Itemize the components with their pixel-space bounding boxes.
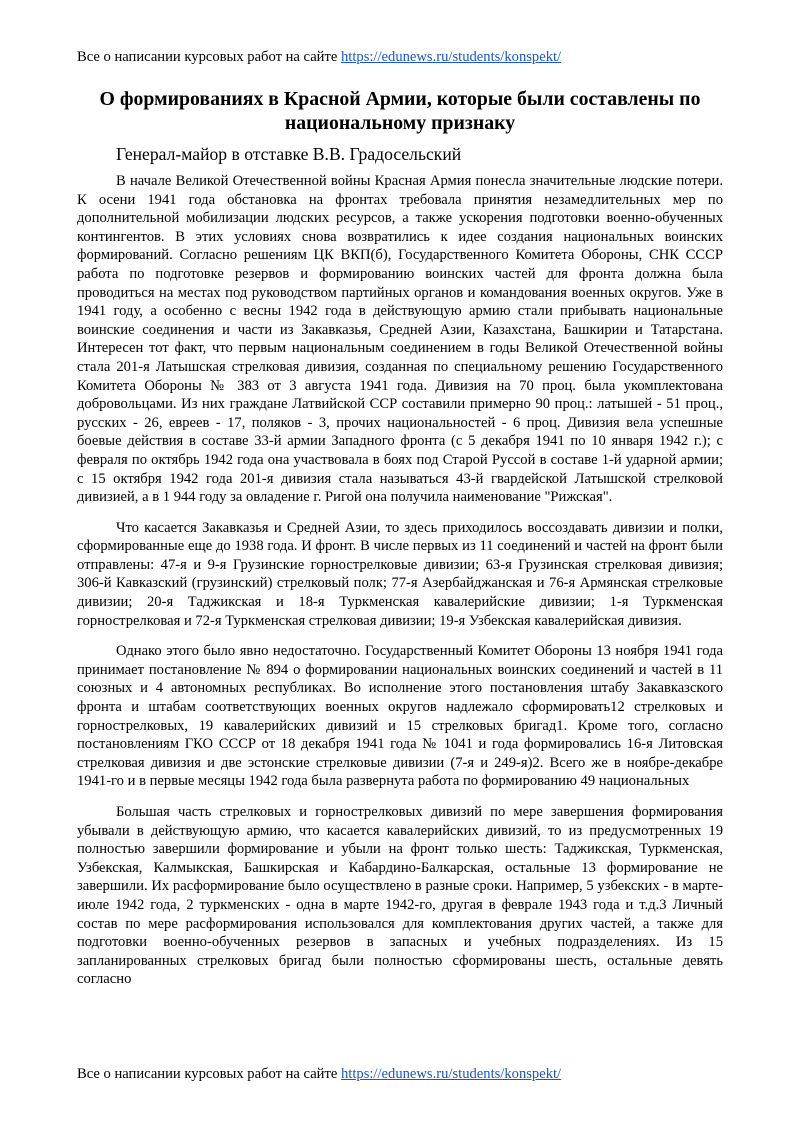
- document-title: О формированиях в Красной Армии, которые были составлены по национальному признаку: [99, 88, 701, 134]
- author-line: Генерал-майор в отставке В.В. Градосельский: [116, 144, 462, 164]
- page-header: [77, 48, 561, 66]
- paragraph: Большая часть стрелковых и горнострелковых дивизий по мере завершения формирования убывали в действующую армию, что касается кавалерийских дивизий, то из предусмотренных 19 полностью завершили формирование и убыли на фронт только шесть: Таджикская, Туркменская, Узбекская, Калмыкская, Башкирская и Кабардино-Балкарская, остальные 13 формирование не завершили. Их расформирование было осуществлено в разные сроки. Например, 5 узбекских - в марте-июле 1942 года, 2 туркменских - одна в марте 1942-го, другая в феврале 1943 года и т.д.3 Личный состав по мере расформирования использовался для комплектования других частей, а также для подготовки военно-обученных резервов в запасных и учебных подразделениях. Из 15 запланированных стрелковых бригад были полностью сформированы шесть, остальные девять согласно: [77, 804, 723, 988]
- paragraph: Однако этого было явно недостаточно. Государственный Комитет Обороны 13 ноября 1941 года принимает постановление № 894 о формировании национальных воинских соединений и частей в 11 союзных и 4 автономных республиках. Во исполнение этого постановления штабу Закавказского фронта и штабам соответствующих военных округов надлежало сформировать12 стрелковых и горнострелковых, 19 кавалерийских дивизий и 15 стрелковых бригад1. Кроме того, согласно постановлениям ГКО СССР от 18 декабря 1941 года № 1041 и года формировались 16-я Литовская стрелковая дивизия и две эстонские стрелковые дивизии (7-я и 249-я)2. Всего же в ноябре-декабре 1941-го и в первые месяцы 1942 года была развернута работа по формированию 49 национальных: [77, 643, 723, 790]
- paragraph: В начале Великой Отечественной войны Красная Армия понесла значительные людские потери. К осени 1941 года обстановка на фронтах требовала принятия незамедлительных мер по дополнительной мобилизации людских ресурсов, а также ускорения подготовки военно-обученных контингентов. В этих условиях снова возвратились к идее создания национальных воинских формирований. Согласно решениям ЦК ВКП(б), Государственного Комитета Обороны, СНК СССР работа по подготовке резервов и формированию воинских частей для фронта должна была проводиться на местах под руководством партийных органов и командования военных округов. Уже в 1941 году, а особенно с весны 1942 года в действующую армию стали прибывать национальные воинские соединения и части из Закавказья, Средней Азии, Казахстана, Башкирии и Татарстана. Интересен тот факт, что первым национальным соединением в годы Великой Отечественной войны стала 201-я Латышская стрелковая дивизия, созданная по специальному решению Государственного Комитета Обороны № 383 от 3 августа 1941 года. Дивизия на 70 проц. была укомплектована добровольцами. Из них граждане Латвийской ССР составили примерно 90 проц.: латышей - 51 проц., русских - 26, евреев - 17, поляков - 3, прочих национальностей - 6 проц. Дивизия вела успешные боевые действия в составе 33-й армии Западного фронта (с 5 декабря 1941 по 10 января 1942 г.); с февраля по октябрь 1942 года она участвовала в боях под Старой Руссой в составе 1-й ударной армии; с 15 октября 1942 года 201-я дивизия стала называться 43-й гвардейской Латышской стрелковой дивизией, а в 1 944 году за овладение г. Ригой она получила наименование "Рижская".: [77, 173, 723, 506]
- header-text: Все о написании курсовых работ на сайте: [77, 49, 341, 65]
- header-link[interactable]: https://edunews.ru/students/konspekt/: [341, 49, 562, 65]
- page-footer: [77, 1065, 561, 1083]
- paragraph: Что касается Закавказья и Средней Азии, то здесь приходилось воссоздавать дивизии и полки, сформированные еще до 1938 года. И фронт. В числе первых из 11 соединений и частей на фронт были отправлены: 47-я и 9-я Грузинские горнострелковые дивизии; 63-я Грузинская стрелковая дивизия; 306-й Кавказский (грузинский) стрелковый полк; 77-я Азербайджанская и 76-я Армянская стрелковые дивизии; 20-я Таджикская и 18-я Туркменская кавалерийские дивизии; 1-я Туркменская горнострелковая и 72-я Туркменская стрелковая дивизии; 19-я Узбекская кавалерийская дивизия.: [77, 519, 723, 629]
- footer-text: Все о написании курсовых работ на сайте: [77, 1066, 341, 1082]
- footer-link[interactable]: https://edunews.ru/students/konspekt/: [341, 1066, 562, 1082]
- document-body: [77, 172, 723, 989]
